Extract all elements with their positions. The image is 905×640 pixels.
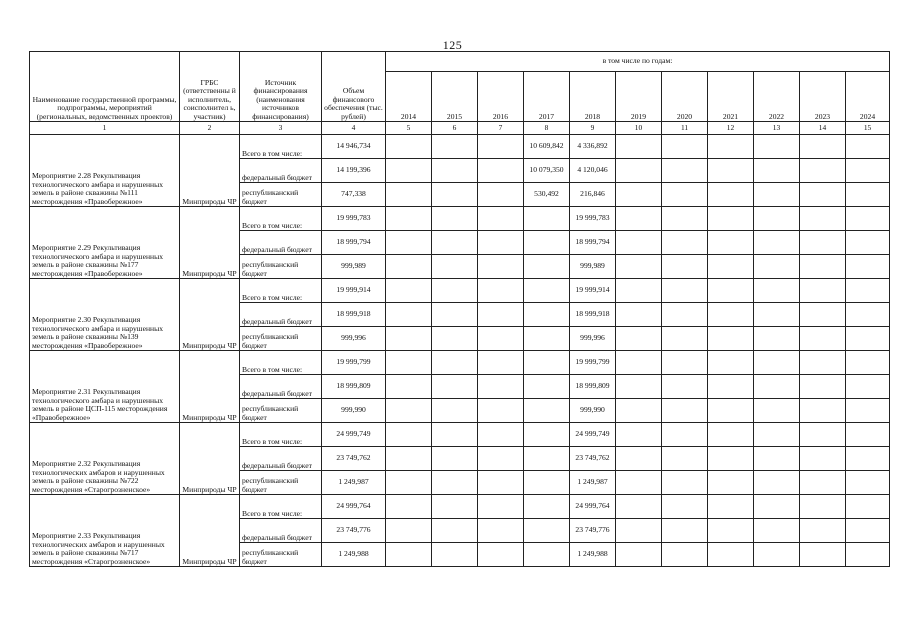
year-value [524, 423, 570, 447]
header-total: Объем финансового обеспечения (тыс. рублей) [322, 52, 386, 122]
funding-source: республиканский бюджет [240, 255, 322, 279]
year-value [846, 519, 890, 543]
year-value [708, 303, 754, 327]
year-value [524, 471, 570, 495]
year-value [846, 543, 890, 567]
header-year: 2020 [662, 72, 708, 122]
column-number: 2 [180, 122, 240, 135]
year-value [478, 327, 524, 351]
year-value [432, 375, 478, 399]
year-value [846, 255, 890, 279]
year-value [662, 471, 708, 495]
year-value [800, 543, 846, 567]
year-value [662, 399, 708, 423]
year-value [800, 399, 846, 423]
year-value [800, 231, 846, 255]
table-row [30, 135, 890, 159]
total-amount: 999,996 [322, 327, 386, 351]
year-value: 999,989 [570, 255, 616, 279]
year-value [662, 543, 708, 567]
year-value [616, 159, 662, 183]
year-value [800, 159, 846, 183]
year-value: 24 999,764 [570, 495, 616, 519]
year-value [754, 231, 800, 255]
year-value [754, 495, 800, 519]
year-value [662, 327, 708, 351]
grbs-cell: Минприроды ЧР [180, 351, 240, 423]
year-value [754, 519, 800, 543]
year-value: 530,492 [524, 183, 570, 207]
total-amount: 14 199,396 [322, 159, 386, 183]
year-value: 19 999,799 [570, 351, 616, 375]
total-amount: 18 999,794 [322, 231, 386, 255]
year-value: 19 999,914 [570, 279, 616, 303]
total-amount: 19 999,914 [322, 279, 386, 303]
year-value [386, 303, 432, 327]
year-value [846, 231, 890, 255]
year-value [616, 327, 662, 351]
year-value [754, 375, 800, 399]
year-value [432, 279, 478, 303]
year-value: 216,846 [570, 183, 616, 207]
year-value [524, 519, 570, 543]
column-number: 13 [754, 122, 800, 135]
year-value: 4 336,892 [570, 135, 616, 159]
header-year: 2016 [478, 72, 524, 122]
page-number: 125 [442, 38, 463, 52]
year-value [754, 423, 800, 447]
total-amount: 18 999,918 [322, 303, 386, 327]
year-value [478, 495, 524, 519]
year-value [616, 399, 662, 423]
header-year: 2017 [524, 72, 570, 122]
year-value [662, 279, 708, 303]
year-value [432, 303, 478, 327]
year-value [754, 135, 800, 159]
year-value: 18 999,794 [570, 231, 616, 255]
column-number: 10 [616, 122, 662, 135]
financing-table [29, 51, 890, 567]
year-value [478, 207, 524, 231]
column-number: 6 [432, 122, 478, 135]
measure-name: Мероприятие 2.32 Рекультивация технологических амбаров и нарушенных земель в районе скважины №722 месторождения «Старогрозненское» [30, 423, 180, 495]
year-value [386, 543, 432, 567]
year-value [616, 135, 662, 159]
funding-source: федеральный бюджет [240, 231, 322, 255]
year-value [386, 375, 432, 399]
header-year: 2015 [432, 72, 478, 122]
header-year: 2024 [846, 72, 890, 122]
year-value [616, 255, 662, 279]
total-amount: 24 999,764 [322, 495, 386, 519]
year-value [708, 471, 754, 495]
year-value [432, 447, 478, 471]
year-value [662, 183, 708, 207]
year-value [800, 255, 846, 279]
funding-source: республиканский бюджет [240, 399, 322, 423]
column-number: 9 [570, 122, 616, 135]
header-grbs: ГРБС (ответственны й исполнитель, соисполнител ь, участник) [180, 52, 240, 122]
year-value [800, 351, 846, 375]
year-value [754, 327, 800, 351]
funding-source: республиканский бюджет [240, 327, 322, 351]
grbs-cell: Минприроды ЧР [180, 495, 240, 567]
year-value [616, 423, 662, 447]
funding-source: федеральный бюджет [240, 375, 322, 399]
year-value: 23 749,762 [570, 447, 616, 471]
year-value: 10 079,350 [524, 159, 570, 183]
year-value [708, 447, 754, 471]
year-value [754, 303, 800, 327]
year-value [386, 255, 432, 279]
year-value [662, 375, 708, 399]
column-number: 4 [322, 122, 386, 135]
year-value [432, 519, 478, 543]
total-amount: 23 749,762 [322, 447, 386, 471]
year-value [846, 303, 890, 327]
year-value [432, 495, 478, 519]
year-value [846, 471, 890, 495]
year-value [432, 399, 478, 423]
year-value [386, 495, 432, 519]
year-value [708, 279, 754, 303]
year-value: 1 249,987 [570, 471, 616, 495]
year-value [524, 303, 570, 327]
year-value [524, 399, 570, 423]
year-value [800, 495, 846, 519]
year-value [386, 471, 432, 495]
year-value [432, 255, 478, 279]
total-amount: 23 749,776 [322, 519, 386, 543]
measure-name: Мероприятие 2.31 Рекультивация технологического амбара и нарушенных земель в районе ЦСП-115 месторождения «Правобережное» [30, 351, 180, 423]
year-value [846, 183, 890, 207]
year-value [478, 447, 524, 471]
header-year: 2019 [616, 72, 662, 122]
measure-name: Мероприятие 2.33 Рекультивация технологических амбаров и нарушенных земель в районе скважины №717 месторождения «Старогрозненское» [30, 495, 180, 567]
header-year: 2014 [386, 72, 432, 122]
header-measure: Наименование государственной программы, подпрограммы, мероприятий (региональных, ведомственных проектов) [30, 52, 180, 122]
year-value [800, 327, 846, 351]
year-value [616, 183, 662, 207]
year-value [478, 303, 524, 327]
year-value [846, 447, 890, 471]
column-number: 12 [708, 122, 754, 135]
year-value [662, 351, 708, 375]
year-value: 23 749,776 [570, 519, 616, 543]
year-value [800, 183, 846, 207]
year-value [478, 351, 524, 375]
year-value [846, 135, 890, 159]
funding-source: Всего в том числе: [240, 351, 322, 375]
year-value [662, 447, 708, 471]
grbs-cell: Минприроды ЧР [180, 279, 240, 351]
year-value [708, 231, 754, 255]
year-value [708, 183, 754, 207]
table-body [30, 135, 890, 567]
year-value [386, 207, 432, 231]
measure-name: Мероприятие 2.29 Рекультивация технологического амбара и нарушенных земель в районе скважины №177 месторождения «Правобережное» [30, 207, 180, 279]
total-amount: 999,989 [322, 255, 386, 279]
year-value [524, 375, 570, 399]
year-value [478, 159, 524, 183]
year-value [386, 399, 432, 423]
column-number-row [30, 122, 890, 135]
year-value [754, 543, 800, 567]
measure-name: Мероприятие 2.30 Рекультивация технологического амбара и нарушенных земель в районе скважины №139 месторождения «Правобережное» [30, 279, 180, 351]
year-value [616, 519, 662, 543]
year-value [478, 279, 524, 303]
year-value [846, 375, 890, 399]
year-value [524, 327, 570, 351]
year-value [800, 207, 846, 231]
year-value [708, 399, 754, 423]
year-value [662, 135, 708, 159]
column-number: 7 [478, 122, 524, 135]
funding-source: Всего в том числе: [240, 279, 322, 303]
year-value [432, 207, 478, 231]
year-value [662, 303, 708, 327]
year-value [708, 159, 754, 183]
year-value [478, 543, 524, 567]
year-value [800, 423, 846, 447]
year-value [754, 255, 800, 279]
year-value [524, 255, 570, 279]
year-value [524, 279, 570, 303]
funding-source: федеральный бюджет [240, 303, 322, 327]
year-value [846, 351, 890, 375]
year-value: 4 120,046 [570, 159, 616, 183]
year-value [524, 495, 570, 519]
year-value [386, 231, 432, 255]
year-value [708, 375, 754, 399]
year-value: 24 999,749 [570, 423, 616, 447]
year-value [616, 279, 662, 303]
year-value [386, 183, 432, 207]
year-value [432, 543, 478, 567]
year-value [800, 303, 846, 327]
year-value [662, 159, 708, 183]
year-value [432, 135, 478, 159]
year-value: 999,996 [570, 327, 616, 351]
funding-source: федеральный бюджет [240, 519, 322, 543]
year-value [800, 471, 846, 495]
year-value [846, 495, 890, 519]
funding-source: республиканский бюджет [240, 471, 322, 495]
year-value [386, 279, 432, 303]
header-year: 2023 [800, 72, 846, 122]
year-value [754, 207, 800, 231]
year-value [800, 375, 846, 399]
table-row [30, 495, 890, 519]
year-value [662, 519, 708, 543]
funding-source: федеральный бюджет [240, 447, 322, 471]
funding-source: Всего в том числе: [240, 495, 322, 519]
year-value [478, 135, 524, 159]
year-value [754, 159, 800, 183]
total-amount: 999,990 [322, 399, 386, 423]
year-value [846, 399, 890, 423]
table-row [30, 423, 890, 447]
year-value [386, 135, 432, 159]
year-value [708, 207, 754, 231]
year-value [616, 351, 662, 375]
grbs-cell: Минприроды ЧР [180, 207, 240, 279]
grbs-cell: Минприроды ЧР [180, 423, 240, 495]
year-value [386, 159, 432, 183]
total-amount: 1 249,988 [322, 543, 386, 567]
year-value: 999,990 [570, 399, 616, 423]
year-value [800, 447, 846, 471]
header-year: 2021 [708, 72, 754, 122]
year-value [524, 207, 570, 231]
year-value [478, 399, 524, 423]
year-value [846, 279, 890, 303]
year-value [616, 543, 662, 567]
year-value [386, 327, 432, 351]
year-value [708, 495, 754, 519]
year-value [754, 183, 800, 207]
year-value [616, 495, 662, 519]
year-value [616, 471, 662, 495]
year-value [662, 495, 708, 519]
table-row [30, 351, 890, 375]
year-value [432, 327, 478, 351]
year-value [386, 447, 432, 471]
column-number: 15 [846, 122, 890, 135]
funding-source: Всего в том числе: [240, 135, 322, 159]
year-value [800, 519, 846, 543]
year-value [800, 135, 846, 159]
year-value [616, 231, 662, 255]
year-value [708, 519, 754, 543]
year-value [708, 255, 754, 279]
funding-source: Всего в том числе: [240, 207, 322, 231]
year-value: 1 249,988 [570, 543, 616, 567]
year-value [662, 423, 708, 447]
year-value [478, 519, 524, 543]
column-number: 3 [240, 122, 322, 135]
year-value: 18 999,918 [570, 303, 616, 327]
year-value [708, 327, 754, 351]
year-value [432, 423, 478, 447]
year-value [754, 351, 800, 375]
year-value [708, 351, 754, 375]
year-value [616, 447, 662, 471]
year-value: 18 999,809 [570, 375, 616, 399]
total-amount: 1 249,987 [322, 471, 386, 495]
year-value [478, 423, 524, 447]
header-year: 2018 [570, 72, 616, 122]
year-value: 10 609,842 [524, 135, 570, 159]
year-value [616, 375, 662, 399]
year-value [846, 423, 890, 447]
total-amount: 19 999,799 [322, 351, 386, 375]
funding-source: республиканский бюджет [240, 183, 322, 207]
total-amount: 747,338 [322, 183, 386, 207]
year-value [846, 159, 890, 183]
year-value [708, 543, 754, 567]
header-source: Источник финансирования (наименования источников финансирования) [240, 52, 322, 122]
year-value [754, 447, 800, 471]
measure-name: Мероприятие 2.28 Рекультивация технологического амбара и нарушенных земель в районе скважины №111 месторождения «Правобережное» [30, 135, 180, 207]
year-value [386, 423, 432, 447]
year-value [616, 207, 662, 231]
header-year: 2022 [754, 72, 800, 122]
year-value [524, 543, 570, 567]
year-value [432, 183, 478, 207]
grbs-cell: Минприроды ЧР [180, 135, 240, 207]
column-number: 14 [800, 122, 846, 135]
year-value [478, 183, 524, 207]
year-value [616, 303, 662, 327]
year-value [708, 135, 754, 159]
year-value [432, 351, 478, 375]
total-amount: 18 999,809 [322, 375, 386, 399]
year-value [846, 327, 890, 351]
year-value [800, 279, 846, 303]
year-value [662, 207, 708, 231]
column-number: 11 [662, 122, 708, 135]
year-value [432, 159, 478, 183]
year-value [754, 399, 800, 423]
column-number: 1 [30, 122, 180, 135]
total-amount: 14 946,734 [322, 135, 386, 159]
year-value [386, 519, 432, 543]
year-value: 19 999,783 [570, 207, 616, 231]
year-value [524, 447, 570, 471]
total-amount: 24 999,749 [322, 423, 386, 447]
year-value [662, 231, 708, 255]
funding-source: Всего в том числе: [240, 423, 322, 447]
year-value [432, 471, 478, 495]
year-value [478, 375, 524, 399]
year-value [846, 207, 890, 231]
year-value [524, 351, 570, 375]
header-by-year: в том числе по годам: [386, 52, 890, 72]
table-row [30, 207, 890, 231]
year-value [386, 351, 432, 375]
year-value [754, 279, 800, 303]
year-value [524, 231, 570, 255]
year-value [432, 231, 478, 255]
funding-source: федеральный бюджет [240, 159, 322, 183]
table-row [30, 279, 890, 303]
year-value [478, 231, 524, 255]
year-value [708, 423, 754, 447]
column-number: 8 [524, 122, 570, 135]
year-value [754, 471, 800, 495]
year-value [478, 471, 524, 495]
year-value [662, 255, 708, 279]
funding-source: республиканский бюджет [240, 543, 322, 567]
total-amount: 19 999,783 [322, 207, 386, 231]
column-number: 5 [386, 122, 432, 135]
year-value [478, 255, 524, 279]
